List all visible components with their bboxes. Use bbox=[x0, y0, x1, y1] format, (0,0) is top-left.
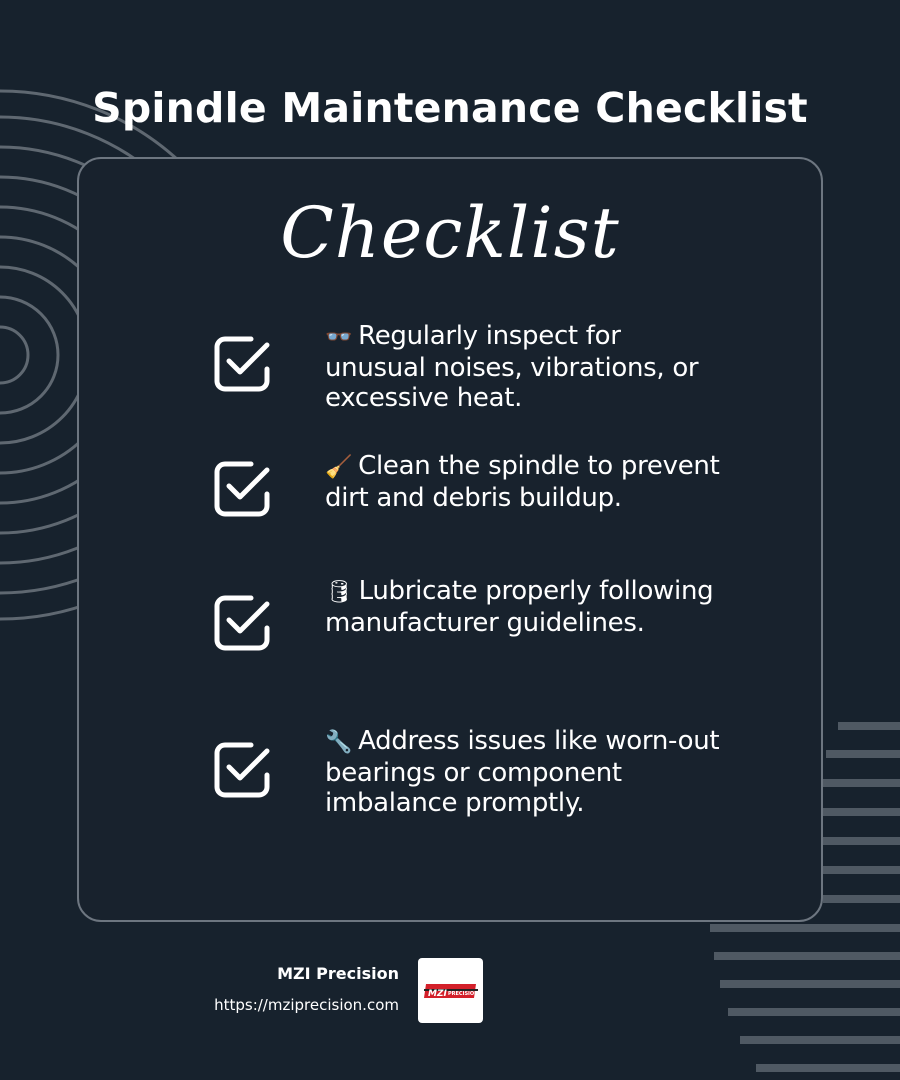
checkbox-icon bbox=[211, 458, 273, 520]
broom-icon: 🧹 bbox=[325, 455, 353, 480]
checklist-item bbox=[325, 576, 725, 638]
brand-logo bbox=[418, 958, 483, 1023]
checklist-item bbox=[325, 321, 725, 413]
checkbox-icon bbox=[211, 739, 273, 801]
checkbox-icon bbox=[211, 592, 273, 654]
brand-name: MZI Precision bbox=[277, 964, 399, 983]
checkbox-icon bbox=[211, 333, 273, 395]
oil-drum-icon: 🛢 bbox=[325, 580, 353, 605]
logo-mark bbox=[424, 980, 478, 1002]
logo-subtext: PRECISION bbox=[447, 990, 478, 997]
checklist-item-text: Address issues like worn-out bearings or component imbalance promptly. bbox=[325, 726, 720, 818]
checklist-item bbox=[325, 451, 725, 513]
checklist-item bbox=[325, 726, 725, 818]
logo-text: MZI bbox=[427, 988, 447, 999]
checklist-item-text: Regularly inspect for unusual noises, vibrations, or excessive heat. bbox=[325, 321, 699, 413]
card-heading: Checklist bbox=[280, 192, 620, 274]
brand-url[interactable]: https://mziprecision.com bbox=[214, 996, 399, 1014]
checklist-item-text: Lubricate properly following manufacturer guidelines. bbox=[325, 576, 714, 638]
glasses-icon: 👓 bbox=[325, 325, 353, 350]
page-title: Spindle Maintenance Checklist bbox=[92, 84, 808, 132]
wrench-icon: 🔧 bbox=[325, 730, 353, 755]
checklist-item-text: Clean the spindle to prevent dirt and debris buildup. bbox=[325, 451, 720, 513]
